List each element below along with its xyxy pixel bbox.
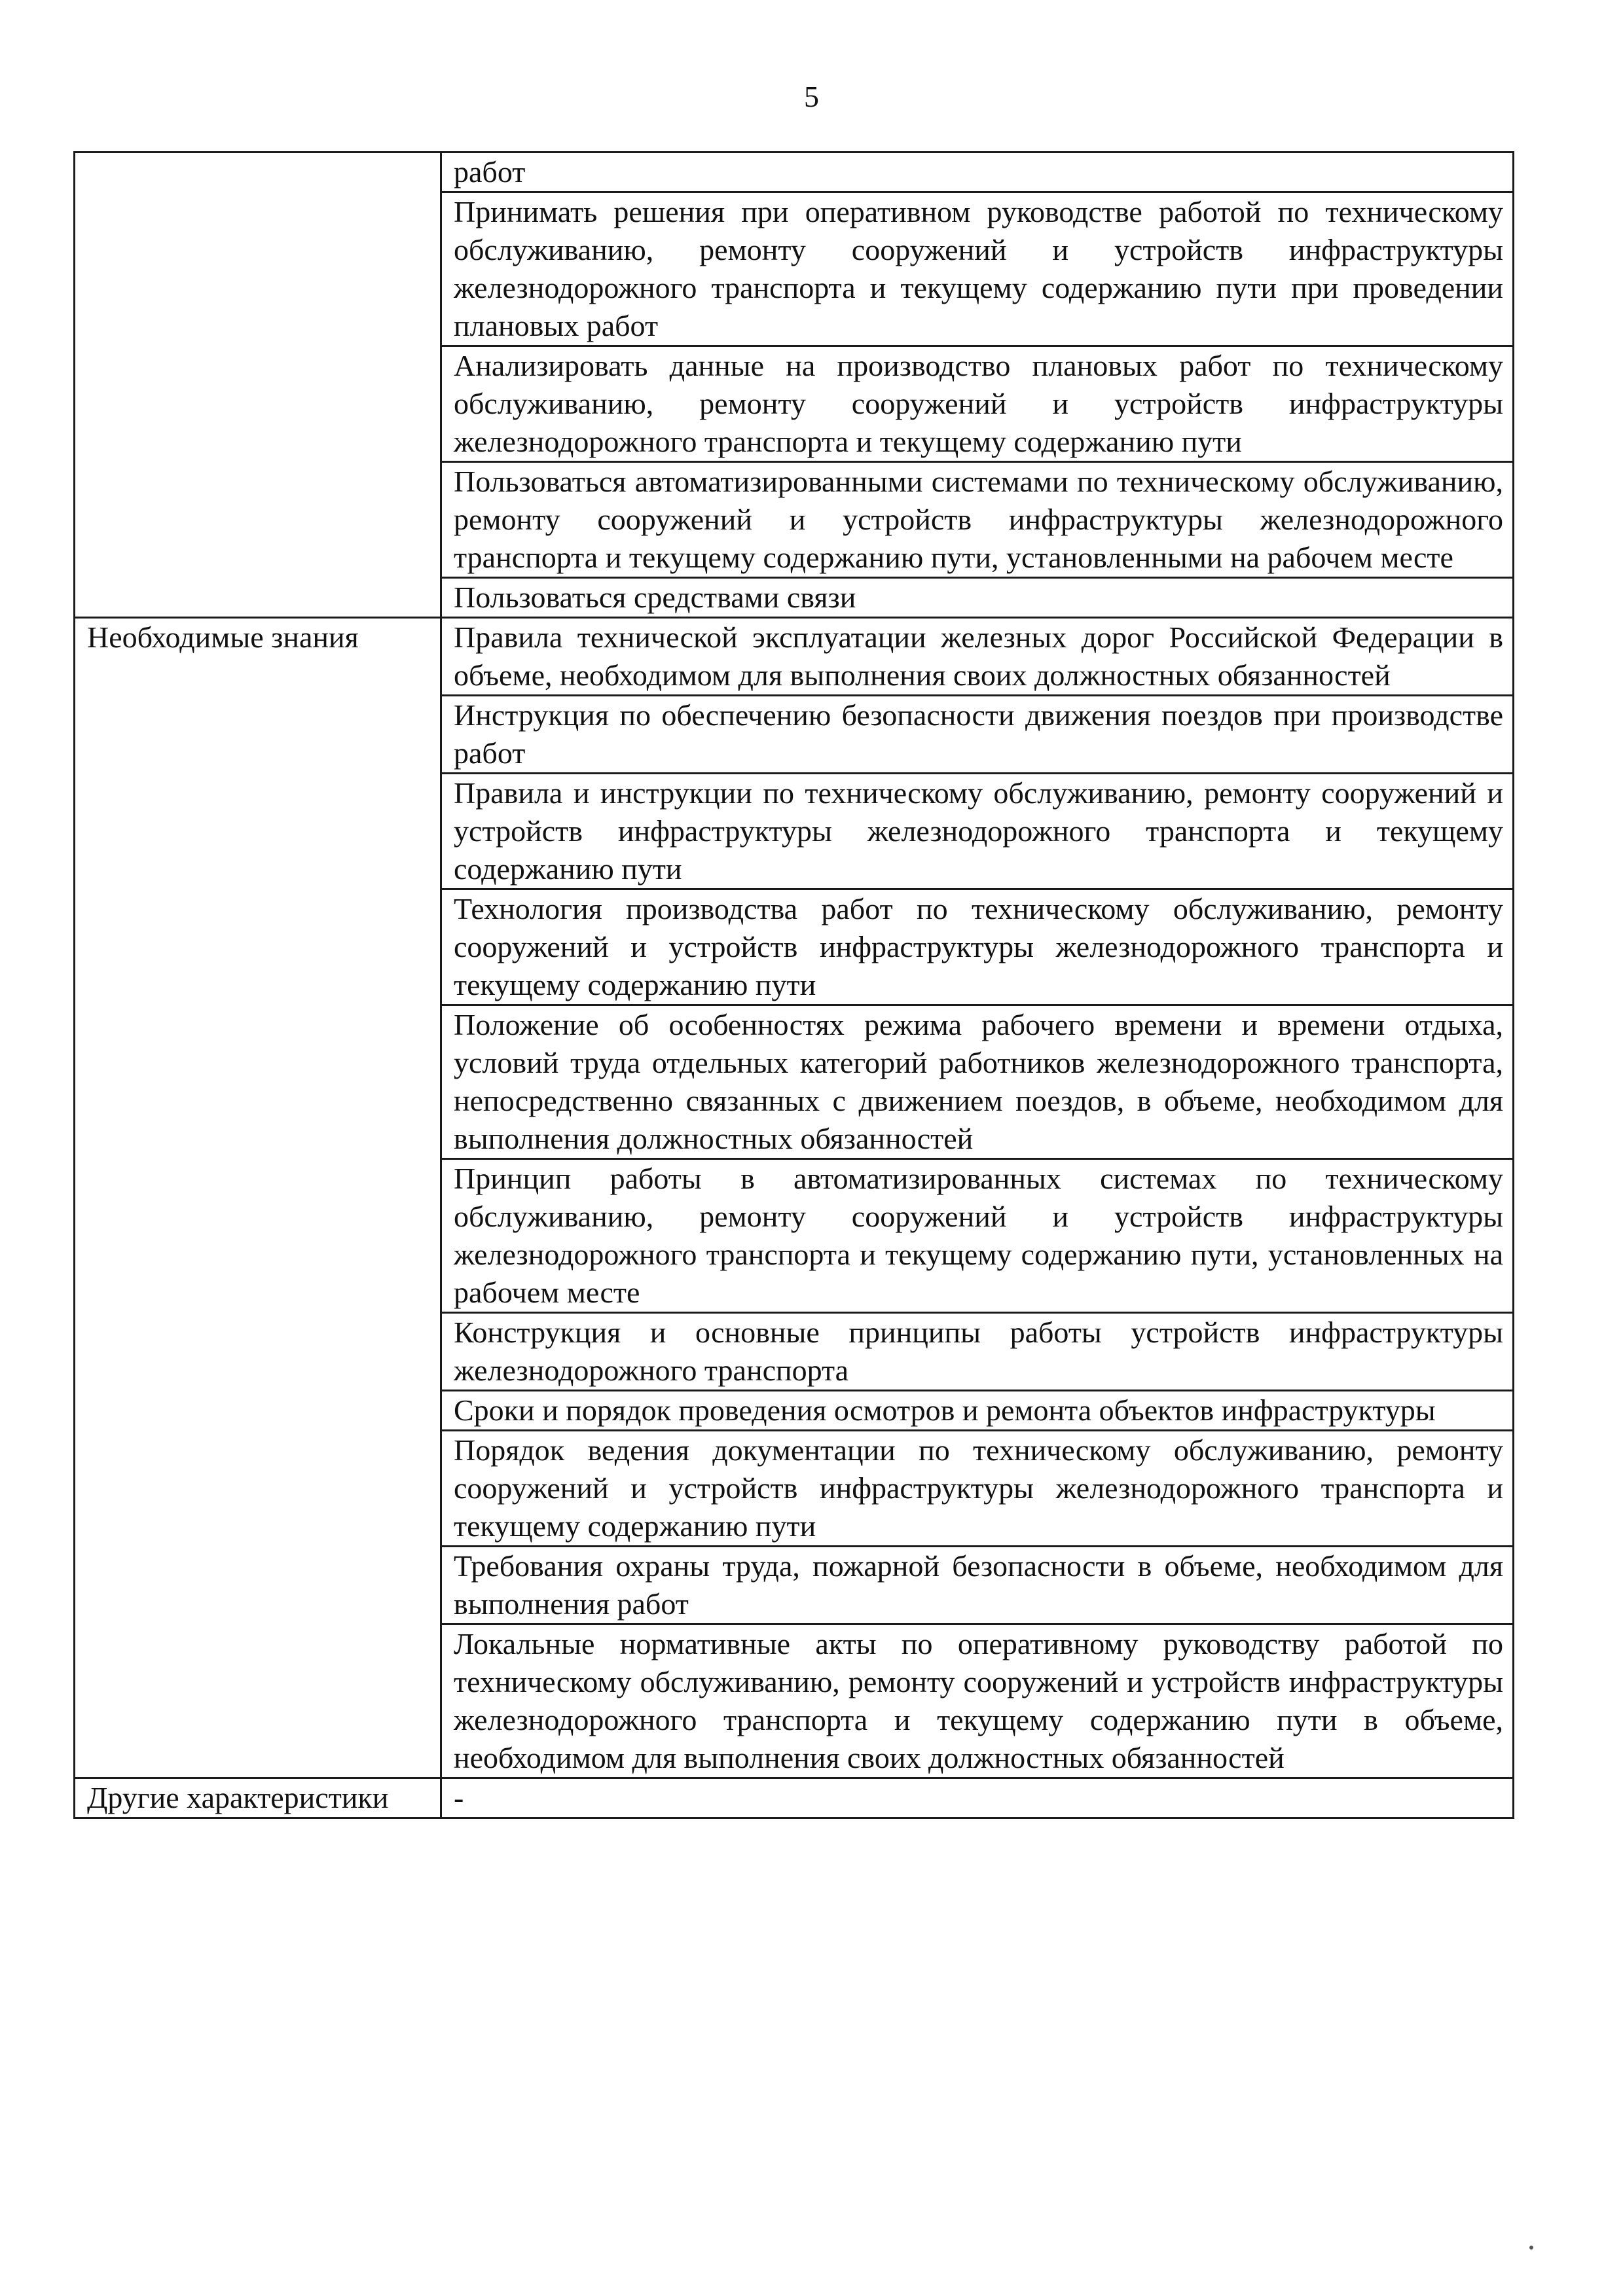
knowledge-item: Положение об особенностях режима рабочего времени и времени отдыха, условий труда отдельных категорий работников железнодорожного транспорта, непосредственно связанных с движением поездов, в объеме, необходимом для выполнения должностных обязанностей <box>441 1005 1514 1159</box>
skills-label-cell <box>75 462 441 578</box>
skills-label-cell <box>75 346 441 462</box>
skill-item: работ <box>441 152 1514 192</box>
skill-item: Пользоваться автоматизированными системами по техническому обслуживанию, ремонту сооружений и устройств инфраструктуры железнодорожного транспорта и текущему содержанию пути, установленными на рабочем месте <box>441 462 1514 578</box>
scan-artifact <box>1529 2246 1533 2250</box>
skill-item: Пользоваться средствами связи <box>441 578 1514 618</box>
skill-item: Анализировать данные на производство плановых работ по техническому обслуживанию, ремонту сооружений и устройств инфраструктуры железнодорожного транспорта и текущему содержанию пути <box>441 346 1514 462</box>
table-row <box>75 462 1514 578</box>
knowledge-item: Сроки и порядок проведения осмотров и ремонта объектов инфраструктуры <box>441 1391 1514 1431</box>
requirements-table <box>73 151 1514 1819</box>
table-row <box>75 152 1514 192</box>
knowledge-item: Конструкция и основные принципы работы устройств инфраструктуры железнодорожного транспорта <box>441 1313 1514 1391</box>
skill-item: Принимать решения при оперативном руководстве работой по техническому обслуживанию, ремонту сооружений и устройств инфраструктуры железнодорожного транспорта и текущему содержанию пути при проведении плановых работ <box>441 192 1514 346</box>
knowledge-label: Необходимые знания <box>75 618 441 1778</box>
page-number: 5 <box>804 80 819 113</box>
skills-label-cell <box>75 578 441 618</box>
other-value: - <box>441 1778 1514 1818</box>
knowledge-item: Правила и инструкции по техническому обслуживанию, ремонту сооружений и устройств инфраструктуры железнодорожного транспорта и текущему содержанию пути <box>441 774 1514 889</box>
skills-label-cell <box>75 152 441 192</box>
knowledge-item: Локальные нормативные акты по оперативному руководству работой по техническому обслуживанию, ремонту сооружений и устройств инфраструктуры железнодорожного транспорта и текущему содержанию пути в объеме, необходимом для выполнения своих должностных обязанностей <box>441 1624 1514 1778</box>
knowledge-item: Правила технической эксплуатации железных дорог Российской Федерации в объеме, необходимом для выполнения своих должностных обязанностей <box>441 618 1514 696</box>
table-row <box>75 346 1514 462</box>
skills-label-cell <box>75 192 441 346</box>
knowledge-item: Требования охраны труда, пожарной безопасности в объеме, необходимом для выполнения работ <box>441 1547 1514 1624</box>
knowledge-item: Принцип работы в автоматизированных системах по техническому обслуживанию, ремонту сооружений и устройств инфраструктуры железнодорожного транспорта и текущему содержанию пути, установленных на рабочем месте <box>441 1159 1514 1313</box>
table-row <box>75 192 1514 346</box>
knowledge-item: Технология производства работ по техническому обслуживанию, ремонту сооружений и устройств инфраструктуры железнодорожного транспорта и текущему содержанию пути <box>441 889 1514 1005</box>
knowledge-item: Порядок ведения документации по техническому обслуживанию, ремонту сооружений и устройств инфраструктуры железнодорожного транспорта и текущему содержанию пути <box>441 1431 1514 1547</box>
knowledge-item: Инструкция по обеспечению безопасности движения поездов при производстве работ <box>441 696 1514 774</box>
table-row <box>75 578 1514 618</box>
table-row <box>75 618 1514 696</box>
other-label: Другие характеристики <box>75 1778 441 1818</box>
table-row <box>75 1778 1514 1818</box>
